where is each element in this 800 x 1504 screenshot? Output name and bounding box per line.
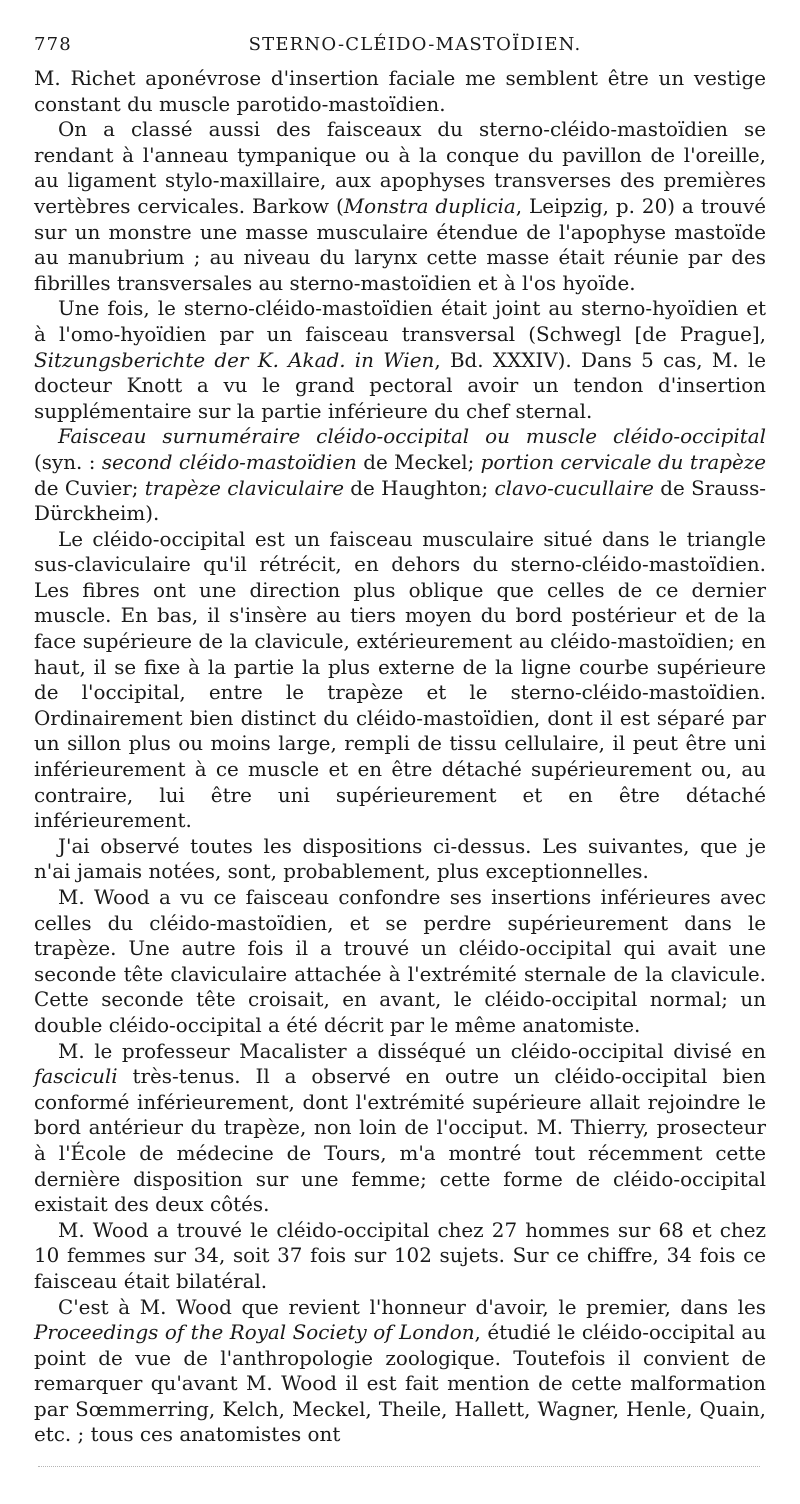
- text-run: M. Wood a vu ce faisceau confondre ses insertions inférieures avec celles du cléido-mastoïdien, et se perdre supérieurement dans le trapèze. Une autre fois il a trouvé un cléido-occipital qui avait une seconde tête claviculaire attachée à l'extrémité sternale de la clavicule. Cette seconde tête croisait, en avant, le cléido-occipital normal; un double cléido-occipital a été décrit par le même anatomiste.: [34, 886, 766, 1037]
- paragraph: [34, 296, 766, 424]
- text-run: de Cuvier;: [34, 476, 145, 500]
- italic-text: Monstra duplicia: [343, 194, 516, 218]
- running-title: STERNO-CLÉIDO-MASTOÏDIEN.: [248, 34, 582, 55]
- text-run: Une fois, le sterno-cléido-mastoïdien était joint au sterno-hyoïdien et à l'omo-hyoïdien par un faisceau transversal (Schwegl [de Prague],: [34, 297, 766, 346]
- text-run: très-tenus. Il a observé en outre un cléido-occipital bien conformé inférieurement, dont l'extrémité supérieure allait rejoindre le bord antérieur du trapèze, non loin de l'occiput. M. Thierry, prosecteur à l'École de médecine de Tours, m'a montré tout récemment cette dernière disposition sur une femme; cette forme de cléido-occipital existait des deux côtés.: [34, 1065, 766, 1217]
- paragraph: [34, 1295, 766, 1449]
- italic-text: trapèze claviculaire: [144, 476, 344, 500]
- paragraph: [34, 1218, 766, 1295]
- italic-text: Proceedings of the Royal Society of London: [34, 1321, 475, 1345]
- paragraph: [34, 885, 766, 1039]
- italic-text: second cléido-mastoïdien: [101, 450, 357, 474]
- page-number: 778: [34, 34, 72, 55]
- paragraph: [34, 1039, 766, 1218]
- text-run: de Srauss-Dürckheim).: [34, 476, 767, 526]
- paragraph: [34, 66, 766, 117]
- text-run: , étudié le cléido-occipital au point de vue de l'anthropologie zoologique. Toutefois il convient de remarquer qu'avant M. Wood il est fait mention de cette malformation par Sœmmerring, Kelch, Meckel, Theile, Hallett, Wagner, Henle, Quain, etc. ; tous ces anatomistes ont: [34, 1321, 767, 1447]
- text-run: Le cléido-occipital est un faisceau musculaire situé dans le triangle sus-claviculaire qu'il rétrécit, en dehors du sterno-cléido-mastoïdien. Les fibres ont une direction plus oblique que celles de ce dernier muscle. En bas, il s'insère au tiers moyen du bord postérieur et de la face supérieure de la clavicule, extérieurement au cléido-mastoïdien; en haut, il se fixe à la partie la plus externe de la ligne courbe supérieure de l'occipital, entre le trapèze et le sterno-cléido-mastoïdien. Ordinairement bien distinct du cléido-mastoïdien, dont il est séparé par un sillon plus ou moins large, rempli de tissu cellulaire, il peut être uni inférieurement à ce muscle et en être détaché supérieurement ou, au contraire, lui être uni supérieurement et en être détaché inférieurement.: [34, 527, 766, 833]
- text-run: J'ai observé toutes les dispositions ci-dessus. Les suivantes, que je n'ai jamais notées, sont, probablement, plus exceptionnelles.: [34, 834, 766, 884]
- italic-text: Sitzungsberichte der K. Akad. in Wien: [34, 348, 435, 372]
- text-run: (syn. :: [34, 450, 102, 474]
- italic-text: clavo-cucullaire: [494, 476, 654, 500]
- footer-rule: [38, 1466, 760, 1467]
- italic-text: portion cervicale du trapèze: [480, 450, 766, 474]
- body-text: [34, 66, 766, 1448]
- text-run: , Bd. XXXIV). Dans 5 cas, M. le docteur Knott a vu le grand pectoral avoir un tendon d'insertion supplémentaire sur la partie inférieure du chef sternal.: [34, 348, 766, 423]
- italic-text: fasciculi: [34, 1065, 118, 1089]
- text-run: M. Wood a trouvé le cléido-occipital chez 27 hommes sur 68 et chez 10 femmes sur 34, soit 37 fois sur 102 sujets. Sur ce chiffre, 34 fois ce faisceau était bilatéral.: [34, 1218, 766, 1293]
- paragraph: [34, 424, 766, 526]
- italic-text: Faisceau surnuméraire cléido-occipital ou muscle cléido-occipital: [58, 425, 766, 449]
- paragraph: [34, 834, 766, 885]
- text-run: C'est à M. Wood que revient l'honneur d'avoir, le premier, dans les: [58, 1295, 766, 1319]
- text-run: On a classé aussi des faisceaux du sterno-cléido-mastoïdien se rendant à l'anneau tympanique ou à la conque du pavillon de l'oreille, au ligament stylo-maxillaire, aux apophyses transverses des premières vertèbres cervicales. Barkow (: [34, 118, 766, 218]
- paragraph: [34, 527, 766, 834]
- text-run: M. Richet aponévrose d'insertion faciale me semblent être un vestige constant du muscle parotido-mastoïdien.: [34, 67, 766, 116]
- text-run: de Meckel;: [356, 450, 481, 474]
- text-run: M. le professeur Macalister a disséqué un cléido-occipital divisé en: [58, 1039, 766, 1063]
- text-run: , Leipzig, p. 20) a trouvé sur un monstre une masse musculaire étendue de l'apophyse mastoïde au manubrium ; au niveau du larynx cette masse était réunie par des fibrilles transversales au sterno-mastoïdien et à l'os hyoïde.: [34, 194, 766, 295]
- text-run: de Haughton;: [343, 476, 495, 500]
- page-header: [34, 30, 766, 60]
- paragraph: [34, 117, 766, 296]
